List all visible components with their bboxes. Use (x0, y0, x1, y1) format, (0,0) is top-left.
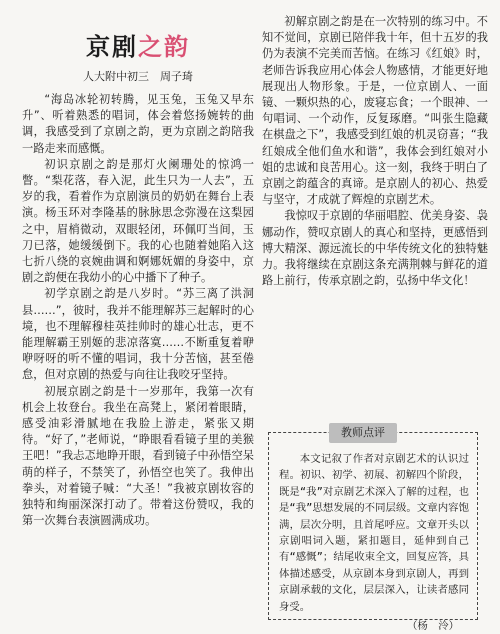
article-title (22, 30, 254, 64)
right-column (262, 14, 488, 289)
paragraph: 我惊叹于京剧的华丽唱腔、优美身姿、袅娜动作，赞叹京剧人的真心和坚持，更感悟到博大精深、源远流长的中华传统文化的独特魅力。我将继续在京剧这条充满荆棘与鲜花的道路上前行，传承京剧之韵，弘扬中华文化！ (262, 209, 488, 288)
teacher-comment-box (268, 426, 478, 633)
title-main: 京剧 (86, 32, 138, 61)
paragraph: 初解京剧之韵是在一次特别的练习中。不知不觉间，京剧已陪伴我十年，但十五岁的我仍为表演不完美而苦恼。在练习《红娘》时，老师告诉我应用心体会人物感情，才能更好地展现出人物形象。于是，一位京剧人、一面镜、一颗炽热的心，废寝忘食；一个眼神、一句唱词、一个动作，反复琢磨。“叫张生隐藏在棋盘之下”，我感受到红娘的机灵窃喜；“我红娘成全他们鱼水和谐”，我体会到红娘对小姐的忠诚和良苦用心。这一刻，我终于明白了京剧之韵蕴含的真谛。是京剧人的初心、热爱与坚守，才成就了辉煌的京剧艺术。 (262, 15, 488, 207)
paragraph: 初展京剧之韵是十一岁那年，我第一次有机会上妆登台。我坐在高凳上，紧闭着眼睛，感受油彩滑腻地在我脸上游走，紧张又期待。“好了，”老师说，“睁眼看看镜子里的美猴王吧！”我忐忑地睁开眼，看到镜子中孙悟空呆萌的样子，不禁笑了，孙悟空也笑了。我伸出拳头，对着镜子喊：“大圣！”我被京剧妆容的独特和绚丽深深打动了。带着这份赞叹，我的第一次舞台表演圆满成功。 (22, 384, 254, 528)
title-accent: 之韵 (138, 32, 190, 61)
comment-text: 本文记叙了作者对京剧艺术的认识过程。初识、初学、初展、初解四个阶段，既是“我”对京剧艺术深入了解的过程，也是“我”思想发展的不同层级。文章内容饱满，层次分明，且首尾呼应。文章开头以京剧唱词入题，紧扣题目，延伸到自己有“感慨”；结尾收束全文，回复应答，具体描述感受，从京剧本身到京剧人，再到京剧承载的文化，层层深入，让读者感同身受。 (279, 453, 469, 613)
article-author: 人大附中初三 周子琦 (83, 70, 193, 83)
paragraph: 初识京剧之韵是那灯火阑珊处的惊鸿一瞥。“梨花落，春入泥，此生只为一人去”，五岁的我，看着作为京剧演员的奶奶在舞台上表演。杨玉环对李隆基的脉脉思念弥漫在这梨园之中，眉梢微动，双眼轻闭，环佩叮当间，玉刀已落，她缓缓倒下。我的心也随着她陷入这七折八绕的哀婉曲调和婀娜妩媚的身姿中，京剧之韵便在我幼小的心中播下了种子。 (22, 157, 254, 285)
comment-signature: （杨 泠） (407, 620, 459, 633)
left-column (22, 30, 254, 529)
paragraph: 初学京剧之韵是八岁时。“苏三离了洪洞县……”，彼时，我并不能理解苏三起解时的心境，也不理解穆桂英挂帅时的雄心壮志，更不能理解霸王别姬的悲凉落寞……不断重复着咿咿呀呀的听不懂的唱词，我十分苦恼，甚至倦怠，但对京剧的热爱与向往让我咬牙坚持。 (22, 287, 254, 382)
comment-label: 教师点评 (329, 423, 397, 443)
paragraph: “海岛冰轮初转腾，见玉兔，玉兔又早东升”、听着熟悉的唱词，体会着悠扬婉转的曲调，我感受到了京剧之韵，更为京剧之韵陪我一路走来而感慨。 (22, 93, 254, 155)
